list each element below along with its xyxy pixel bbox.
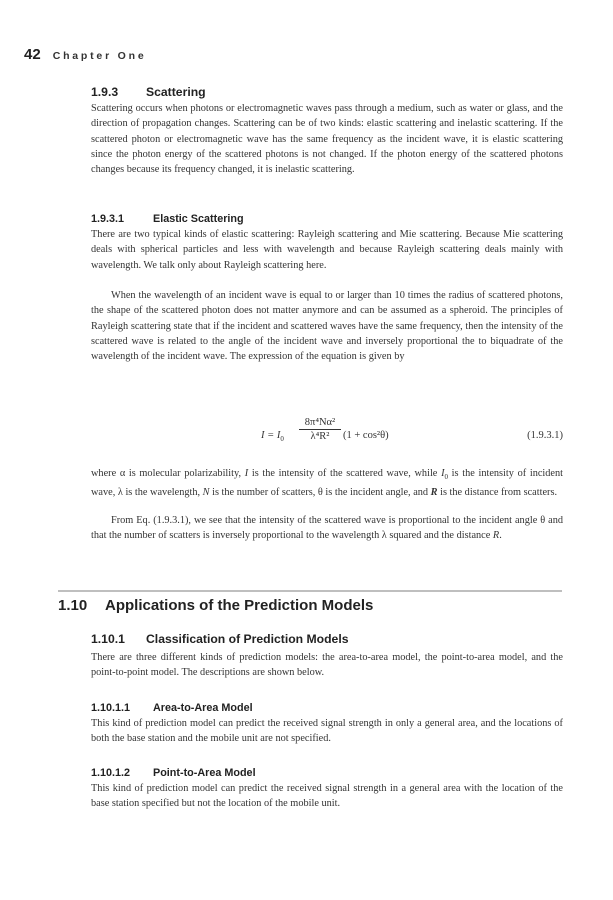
paragraph-scattering: Scattering occurs when photons or electromagnetic waves pass through a medium, such as water or glass, and the direction of propagation changes. Scattering can be of two kinds: elastic scattering and inelastic scattering. If the scattered photon or electromagnetic wave has the same frequency as the incident wave, it is elastic scattering since the photon energy of the scattered photons is not changed. If the photon energy of the scattered photons changes because its frequency changed, it is inelastic scattering. [91,103,563,176]
equation-rest: (1 + cos²θ) [343,430,389,441]
heading-title: Area-to-Area Model [153,702,253,714]
equation-1-9-3-1 [91,412,563,450]
heading-title: Elastic Scattering [153,213,244,225]
heading-1-10-1 [91,632,563,647]
heading-title: Applications of the Prediction Models [105,597,374,614]
paragraph-classification: There are three different kinds of prediction models: the area-to-area model, the point-to-area model, and the point-to-point model. The descriptions are shown below. [91,652,563,679]
heading-1-9-3 [91,85,563,100]
chapter-title: Chapter One [52,50,147,62]
heading-number: 1.9.3.1 [91,213,125,225]
equation-lhs: $I = I_0$ [261,430,284,444]
heading-number: 1.9.3 [91,85,119,99]
paragraph-elastic-2: When the wavelength of an incident wave is equal to or larger than 10 times the radius of scattered photons, the shape of the scattered photon does not matter anymore and can be assumed as a spheroid. The principles of Rayleigh scattering state that if the incident and scattered waves have the same frequency, then the intensity of the scattered wave is related to the angle of the incident wave and inversely proportional the to biquadrate of the wavelength of the incident wave. The expression of the equation is given by [91,290,563,363]
paragraph-where: where α is molecular polarizability, I is the intensity of the scattered wave, while $I_0$ is the intensity of incident wave, λ is the wavelength, N is the number of scatters, θ is the incident angle, and R is the distance from scatters. [91,468,564,499]
equation-numerator: 8π⁴Nα² [299,417,341,430]
paragraph-elastic-1: There are two typical kinds of elastic scattering: Rayleigh scattering and Mie scattering. Because Mie scattering deals with spherical particles and less with wavelength and because Rayleigh scattering deals mainly with wavelength. We talk only about Rayleigh scattering here. [91,229,563,271]
heading-title: Point-to-Area Model [153,767,256,779]
heading-title: Classification of Prediction Models [146,632,349,646]
heading-1-10-1-2 [91,766,563,780]
heading-1-10 [58,597,562,615]
heading-number: 1.10.1 [91,632,125,646]
heading-number: 1.10.1.1 [91,702,131,714]
heading-title: Scattering [146,85,206,99]
heading-number: 1.10.1.2 [91,767,131,779]
section-divider [58,590,562,592]
heading-1-10-1-1 [91,701,563,715]
equation-label: (1.9.3.1) [527,430,563,441]
heading-number: 1.10 [58,597,88,614]
equation-fraction [299,417,341,442]
heading-1-9-3-1 [91,212,563,226]
paragraph-point-to-area: This kind of prediction model can predict the received signal strength in a general area with the location of the base station specified but not the location of the mobile unit. [91,783,563,810]
paragraph-area-to-area: This kind of prediction model can predict the received signal strength in only a general area, and the locations of both the base station and the mobile unit are not specified. [91,718,563,745]
paragraph-from-eq: From Eq. (1.9.3.1), we see that the intensity of the scattered wave is proportional to the incident angle θ and that the number of scatters is inversely proportional to the wavelength λ squared and the distance R. [91,515,563,542]
equation-denominator: λ⁴R² [310,431,330,442]
running-head [24,46,147,64]
page-number: 42 [24,46,41,63]
